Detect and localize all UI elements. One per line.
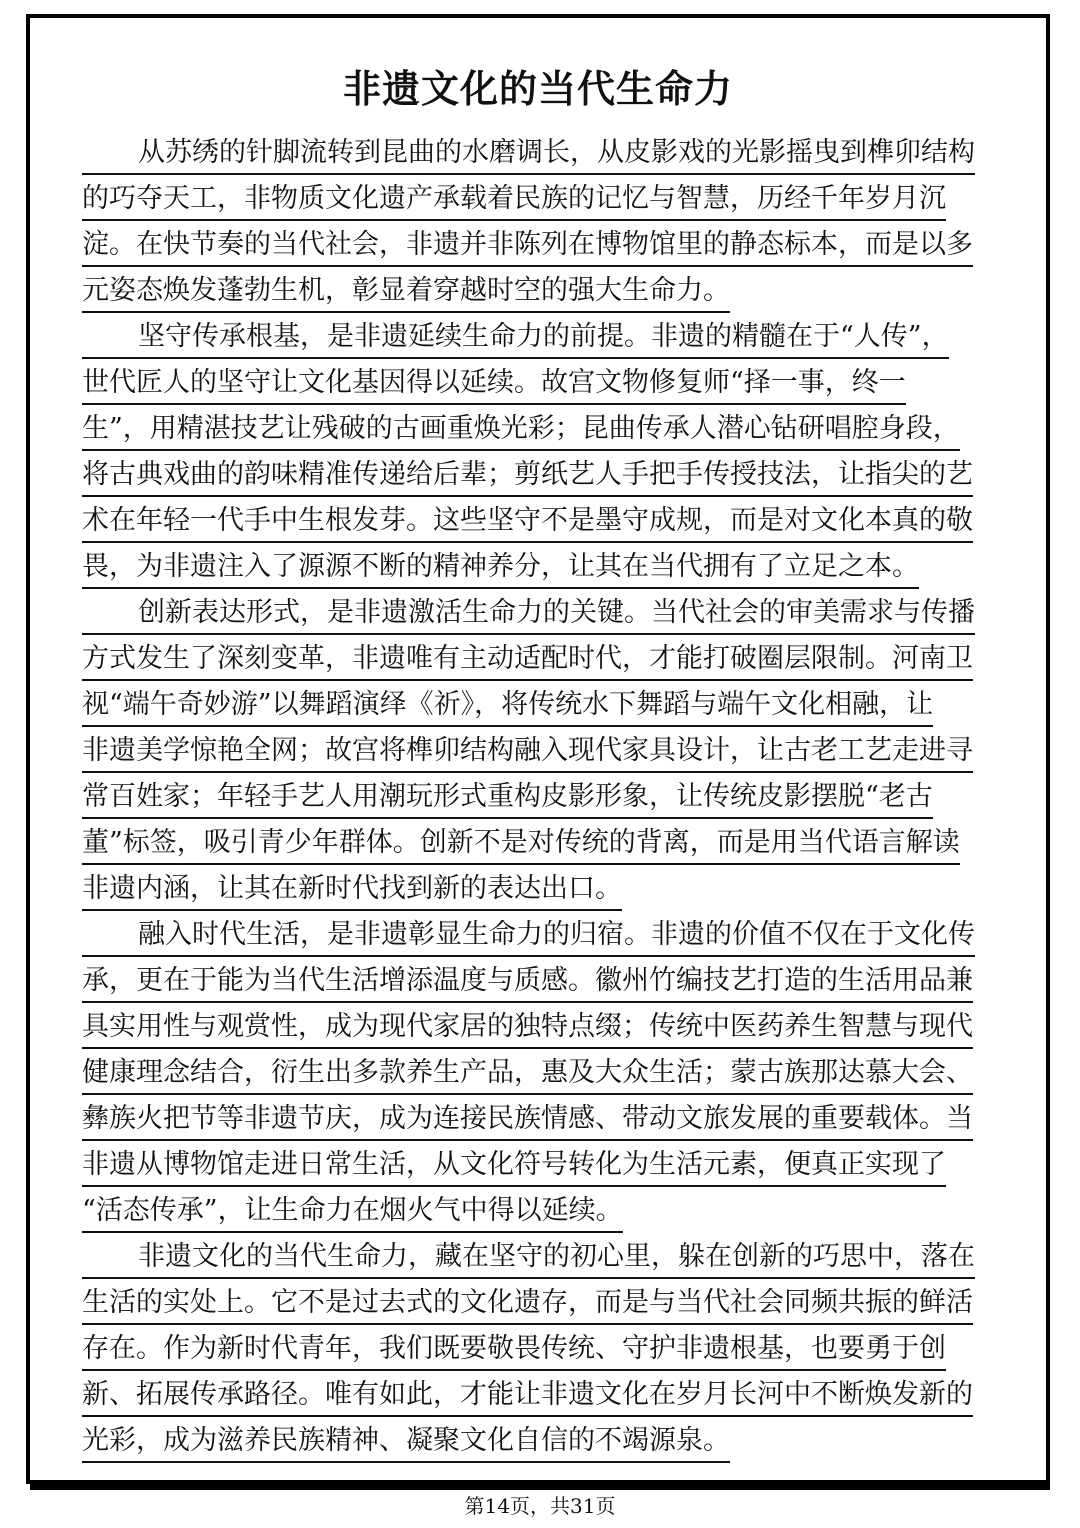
text-line: 世代匠人的坚守让文化基因得以延续。故宫文物修复师“择一事，终一 [82, 360, 1040, 406]
text-line: 存在。作为新时代青年，我们既要敬畏传统、守护非遗根基，也要勇于创 [82, 1326, 1040, 1372]
text-line: 董”标签，吸引青少年群体。创新不是对传统的背离，而是用当代语言解读 [82, 820, 1040, 866]
essay-body [82, 130, 1040, 1464]
text-line: 视“端午奇妙游”以舞蹈演绎《祈》，将传统水下舞蹈与端午文化相融，让 [82, 682, 1040, 728]
paragraph-3 [82, 590, 1040, 912]
text-line: 淀。在快节奏的当代社会，非遗并非陈列在博物馆里的静态标本，而是以多 [82, 222, 1040, 268]
text-line: 融入时代生活，是非遗彰显生命力的归宿。非遗的价值不仅在于文化传 [82, 912, 1040, 958]
text-line: 彝族火把节等非遗节庆，成为连接民族情感、带动文旅发展的重要载体。当 [82, 1096, 1040, 1142]
text-line: 方式发生了深刻变革，非遗唯有主动适配时代，才能打破圈层限制。河南卫 [82, 636, 1040, 682]
text-line: 光彩，成为滋养民族精神、凝聚文化自信的不竭源泉。 [82, 1418, 1040, 1464]
text-line: 元姿态焕发蓬勃生机，彰显着穿越时空的强大生命力。 [82, 268, 1040, 314]
text-line: 非遗文化的当代生命力，藏在坚守的初心里，躲在创新的巧思中，落在 [82, 1234, 1040, 1280]
text-line: 畏，为非遗注入了源源不断的精神养分，让其在当代拥有了立足之本。 [82, 544, 1040, 590]
text-line: 将古典戏曲的韵味精准传递给后辈；剪纸艺人手把手传授技法，让指尖的艺 [82, 452, 1040, 498]
paragraph-5 [82, 1234, 1040, 1464]
text-line: 生”，用精湛技艺让残破的古画重焕光彩；昆曲传承人潜心钻研唱腔身段， [82, 406, 1040, 452]
text-line: 从苏绣的针脚流转到昆曲的水磨调长，从皮影戏的光影摇曳到榫卯结构 [82, 130, 1040, 176]
text-line: 创新表达形式，是非遗激活生命力的关键。当代社会的审美需求与传播 [82, 590, 1040, 636]
text-line: 坚守传承根基，是非遗延续生命力的前提。非遗的精髓在于“人传”， [82, 314, 1040, 360]
essay-title: 非遗文化的当代生命力 [342, 67, 733, 111]
text-line: 术在年轻一代手中生根发芽。这些坚守不是墨守成规，而是对文化本真的敬 [82, 498, 1040, 544]
text-line: 的巧夺天工，非物质文化遗产承载着民族的记忆与智慧，历经千年岁月沉 [82, 176, 1040, 222]
paragraph-1 [82, 130, 1040, 314]
text-line: 健康理念结合，衍生出多款养生产品，惠及大众生活；蒙古族那达慕大会、 [82, 1050, 1040, 1096]
text-line: 生活的实处上。它不是过去式的文化遗存，而是与当代社会同频共振的鲜活 [82, 1280, 1040, 1326]
text-line: 常百姓家；年轻手艺人用潮玩形式重构皮影形象，让传统皮影摆脱“老古 [82, 774, 1040, 820]
text-line: 新、拓展传承路径。唯有如此，才能让非遗文化在岁月长河中不断焕发新的 [82, 1372, 1040, 1418]
text-line: 非遗美学惊艳全网；故宫将榫卯结构融入现代家具设计，让古老工艺走进寻 [82, 728, 1040, 774]
text-line: 具实用性与观赏性，成为现代家居的独特点缀；传统中医药养生智慧与现代 [82, 1004, 1040, 1050]
text-line: 非遗内涵，让其在新时代找到新的表达出口。 [82, 866, 1040, 912]
page-number: 第14页，共31页 [464, 1494, 616, 1518]
text-line: “活态传承”，让生命力在烟火气中得以延续。 [82, 1188, 1040, 1234]
text-line: 承，更在于能为当代生活增添温度与质感。徽州竹编技艺打造的生活用品兼 [82, 958, 1040, 1004]
text-line: 非遗从博物馆走进日常生活，从文化符号转化为生活元素，便真正实现了 [82, 1142, 1040, 1188]
page-frame [26, 14, 1050, 1484]
paragraph-2 [82, 314, 1040, 590]
paragraph-4 [82, 912, 1040, 1234]
